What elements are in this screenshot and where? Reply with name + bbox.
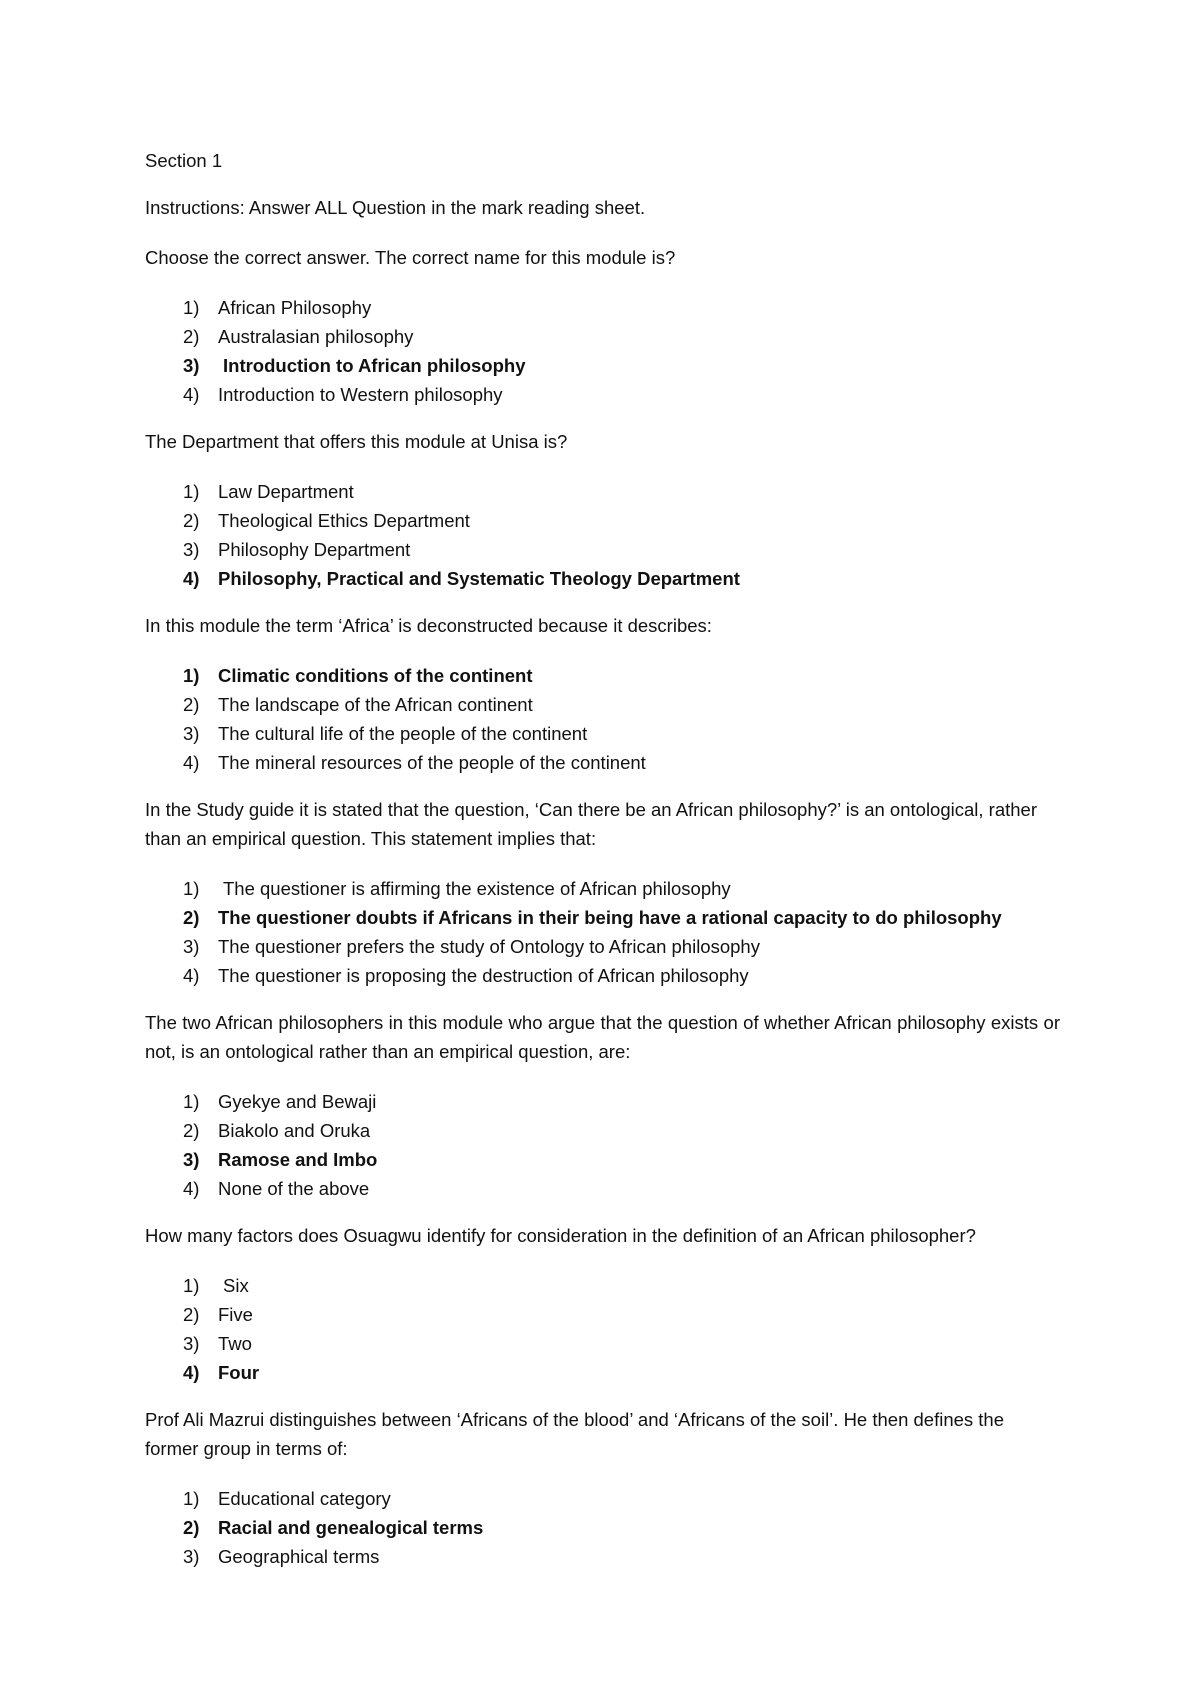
option-item	[145, 961, 1060, 990]
option-label: The mineral resources of the people of the continent	[218, 752, 646, 773]
option-item	[145, 535, 1060, 564]
option-number: 4)	[183, 752, 200, 773]
option-item	[145, 690, 1060, 719]
option-item	[145, 477, 1060, 506]
option-label: Law Department	[218, 481, 354, 502]
option-number: 3)	[183, 1149, 200, 1170]
option-label: African Philosophy	[218, 297, 372, 318]
option-number: 3)	[183, 723, 200, 744]
option-number: 1)	[183, 1488, 200, 1509]
question-1-text: Choose the correct answer. The correct name for this module is?	[145, 247, 676, 268]
option-label: Ramose and Imbo	[218, 1149, 378, 1170]
option-item-correct	[145, 903, 1060, 932]
option-label: None of the above	[218, 1178, 370, 1199]
option-number: 1)	[183, 297, 200, 318]
option-label: Philosophy, Practical and Systematic Theology Department	[218, 568, 740, 589]
question-6-options	[145, 1271, 1060, 1387]
question-7-text: Prof Ali Mazrui distinguishes between ‘Africans of the blood’ and ‘Africans of the soil’. He then defines the former group in terms of:	[145, 1409, 1005, 1459]
option-label: The landscape of the African continent	[218, 694, 533, 715]
option-number: 4)	[183, 1362, 200, 1383]
option-label: Gyekye and Bewaji	[218, 1091, 377, 1112]
question-4-text: In the Study guide it is stated that the question, ‘Can there be an African philosophy?’ is an ontological, rather than an empirical question. This statement implies that:	[145, 799, 1037, 849]
option-number: 3)	[183, 539, 200, 560]
option-number: 1)	[183, 1275, 200, 1296]
option-item-correct	[145, 661, 1060, 690]
option-label: Australasian philosophy	[218, 326, 414, 347]
question-2-options	[145, 477, 1060, 593]
option-item	[145, 748, 1060, 777]
question-6-text: How many factors does Osuagwu identify for consideration in the definition of an African philosopher?	[145, 1225, 976, 1246]
option-label: Educational category	[218, 1488, 391, 1509]
option-label: Introduction to Western philosophy	[218, 384, 503, 405]
option-number: 2)	[183, 694, 200, 715]
option-item	[145, 1087, 1060, 1116]
option-label: The questioner is affirming the existence of African philosophy	[223, 878, 731, 899]
option-item	[145, 1542, 1060, 1571]
option-number: 2)	[183, 510, 200, 531]
option-item	[145, 380, 1060, 409]
option-number: 2)	[183, 1517, 200, 1538]
question-3-text: In this module the term ‘Africa’ is deconstructed because it describes:	[145, 615, 712, 636]
document-page	[145, 146, 1060, 1589]
option-number: 3)	[183, 1333, 200, 1354]
option-label: The questioner prefers the study of Ontology to African philosophy	[218, 936, 760, 957]
option-number: 4)	[183, 384, 200, 405]
option-item	[145, 719, 1060, 748]
option-number: 3)	[183, 936, 200, 957]
question-1-options	[145, 293, 1060, 409]
option-label: Six	[223, 1275, 249, 1296]
option-label: Climatic conditions of the continent	[218, 665, 533, 686]
option-item	[145, 1174, 1060, 1203]
option-label: Biakolo and Oruka	[218, 1120, 371, 1141]
option-number: 3)	[183, 355, 200, 376]
option-label: Four	[218, 1362, 260, 1383]
option-item-correct	[145, 351, 1060, 380]
option-item	[145, 1300, 1060, 1329]
option-number: 4)	[183, 965, 200, 986]
option-item	[145, 1484, 1060, 1513]
question-3-options	[145, 661, 1060, 777]
option-item-correct	[145, 1513, 1060, 1542]
option-item	[145, 322, 1060, 351]
option-item-correct	[145, 1358, 1060, 1387]
option-item-correct	[145, 564, 1060, 593]
option-label: Geographical terms	[218, 1546, 380, 1567]
option-label: The cultural life of the people of the continent	[218, 723, 588, 744]
option-item	[145, 932, 1060, 961]
option-item	[145, 1329, 1060, 1358]
question-7-options	[145, 1484, 1060, 1571]
question-4-options	[145, 874, 1060, 990]
option-number: 1)	[183, 481, 200, 502]
option-number: 1)	[183, 878, 200, 899]
question-5-options	[145, 1087, 1060, 1203]
section-title: Section 1	[145, 150, 223, 171]
option-item	[145, 293, 1060, 322]
option-label: Five	[218, 1304, 253, 1325]
option-label: Introduction to African philosophy	[223, 355, 526, 376]
option-item	[145, 1271, 1060, 1300]
option-item	[145, 506, 1060, 535]
option-label: Racial and genealogical terms	[218, 1517, 484, 1538]
option-label: The questioner doubts if Africans in their being have a rational capacity to do philosophy	[218, 907, 1002, 928]
option-number: 4)	[183, 1178, 200, 1199]
option-label: Philosophy Department	[218, 539, 411, 560]
option-item	[145, 874, 1060, 903]
option-number: 1)	[183, 1091, 200, 1112]
option-label: Two	[218, 1333, 252, 1354]
option-item-correct	[145, 1145, 1060, 1174]
option-number: 2)	[183, 1120, 200, 1141]
option-number: 2)	[183, 907, 200, 928]
option-number: 4)	[183, 568, 200, 589]
instructions: Instructions: Answer ALL Question in the mark reading sheet.	[145, 197, 646, 218]
question-2-text: The Department that offers this module at Unisa is?	[145, 431, 568, 452]
option-label: The questioner is proposing the destruction of African philosophy	[218, 965, 749, 986]
option-number: 3)	[183, 1546, 200, 1567]
option-number: 2)	[183, 326, 200, 347]
question-5-text: The two African philosophers in this module who argue that the question of whether African philosophy exists or not, is an ontological rather than an empirical question, are:	[145, 1012, 1060, 1062]
option-item	[145, 1116, 1060, 1145]
option-label: Theological Ethics Department	[218, 510, 470, 531]
option-number: 1)	[183, 665, 200, 686]
option-number: 2)	[183, 1304, 200, 1325]
